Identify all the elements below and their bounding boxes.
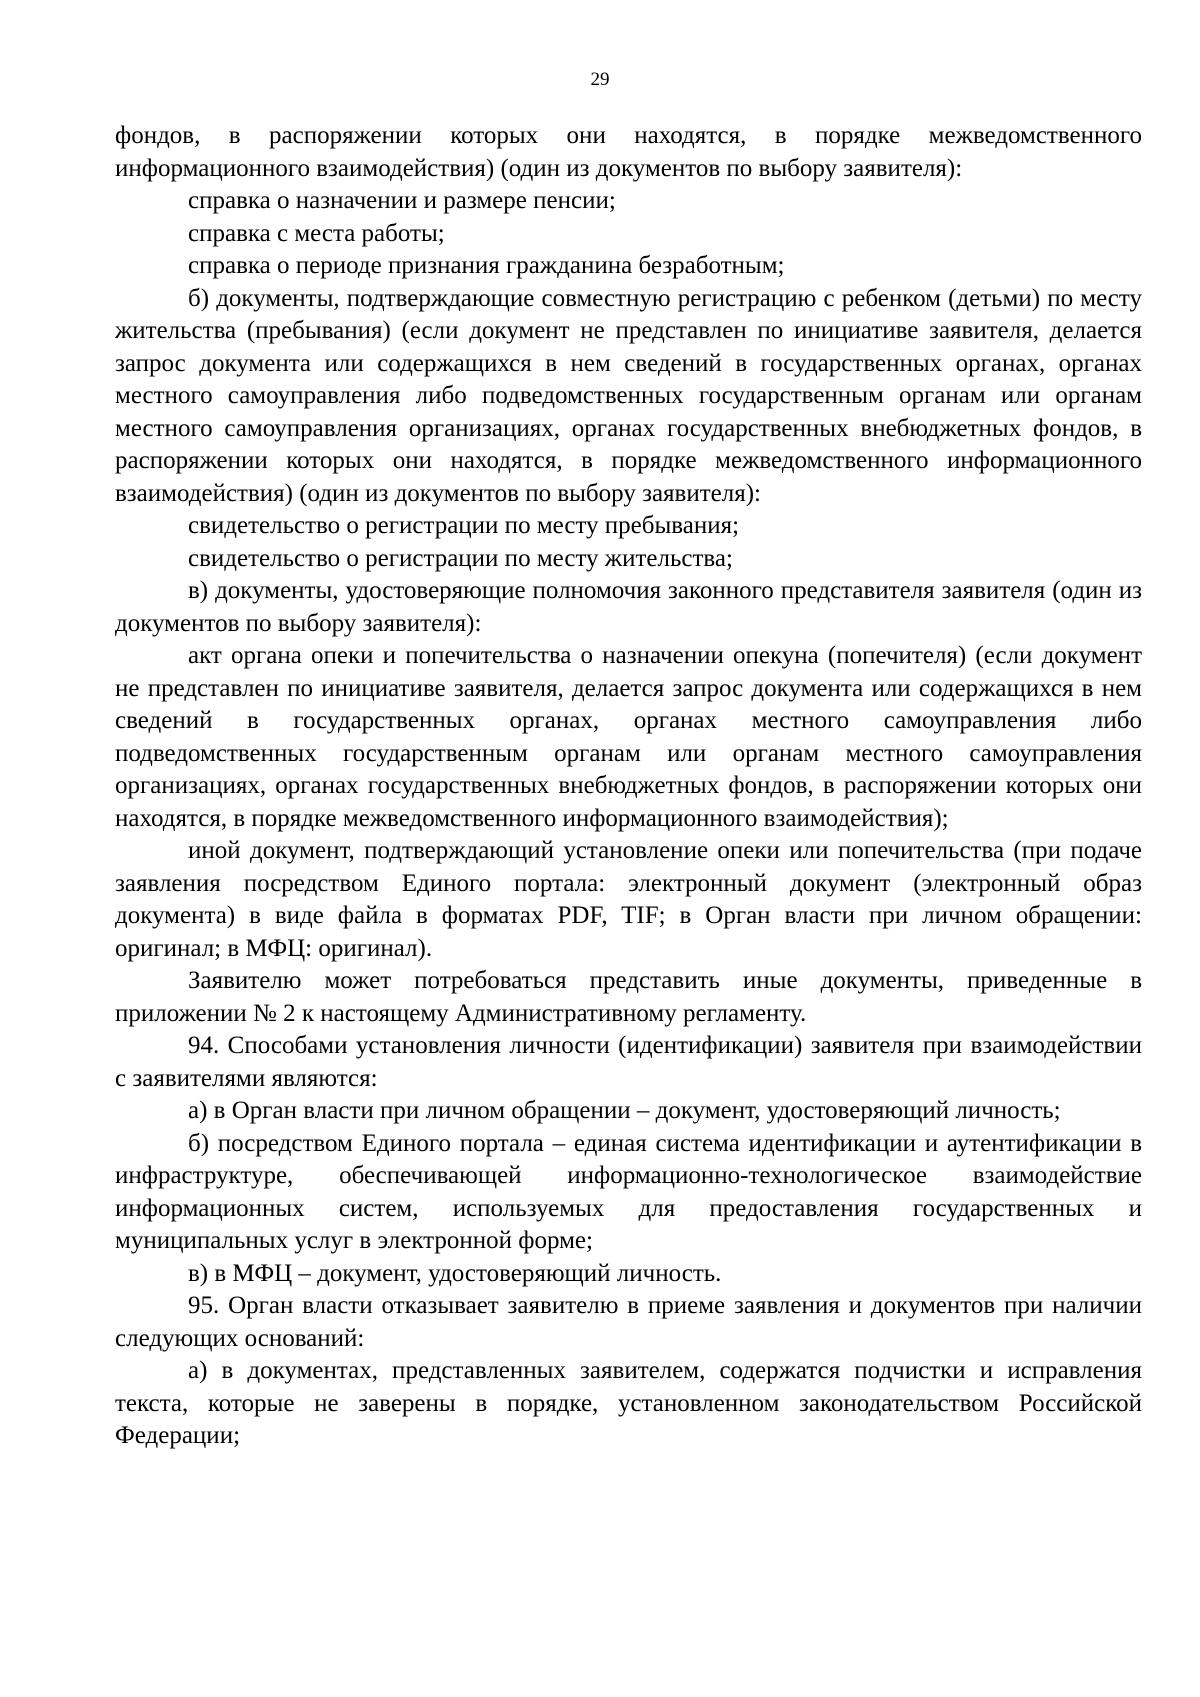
list-item-pension-certificate: справка о назначении и размере пенсии; <box>188 187 616 214</box>
list-item-other-guardianship-document: иной документ, подтверждающий установление опеки или попечительства (при подаче заявления посредством Единого портала: электронный документ (электронный образ документа) в виде файла в форматах PDF, TIF; в Орган власти при личном обращении: оригинал; в МФЦ: оригинал). <box>115 837 1142 962</box>
paragraph-continuation: фондов, в распоряжении которых они находятся, в порядке межведомственного информационного взаимодействия) (один из документов по выбору заявителя): <box>115 122 1142 182</box>
list-item-unemployment-certificate: справка о периоде признания гражданина безработным; <box>188 252 785 279</box>
list-item-a-authority-identification: а) в Орган власти при личном обращении – документ, удостоверяющий личность; <box>188 1097 1061 1124</box>
list-item-work-certificate: справка с места работы; <box>188 219 445 247</box>
paragraph-item-b-registration-documents: б) документы, подтверждающие совместную регистрацию с ребенком (детьми) по месту жительства (пребывания) (если документ не представлен по инициативе заявителя, делается запрос документа или содержащихся в нем сведений в государственных органах, органах местного самоуправления либо подведомственных государственным органам или органам местного самоуправления организациях, органах государственных внебюджетных фондов, в распоряжении которых они находятся, в порядке межведомственного информационного взаимодействия) (один из документов по выбору заявителя): <box>115 284 1142 507</box>
list-item-guardianship-act: акт органа опеки и попечительства о назначении опекуна (попечителя) (если документ не представлен по инициативе заявителя, делается запрос документа или содержащихся в нем сведений в государственных органах, органах местного самоуправления либо подведомственных государственным органам или органам местного самоуправления организациях, органах государственных внебюджетных фондов, в распоряжении которых они находятся, в порядке межведомственного информационного взаимодействия); <box>115 642 1142 832</box>
list-item-b-portal-identification: б) посредством Единого портала – единая система идентификации и аутентификации в инфраструктуре, обеспечивающей информационно-технологическое взаимодействие информационных систем, используемых для предоставления государственных и муниципальных услуг в электронной форме; <box>115 1129 1142 1254</box>
list-item-residence-registration: свидетельство о регистрации по месту жительства; <box>188 544 733 572</box>
paragraph-additional-documents: Заявителю может потребоваться представить иные документы, приведенные в приложении № 2 к настоящему Административному регламенту. <box>115 967 1142 1027</box>
list-item-a-text-corrections: а) в документах, представленных заявителем, содержатся подчистки и исправления текста, которые не заверены в порядке, установленном законодательством Российской Федерации; <box>115 1357 1142 1449</box>
document-body <box>115 120 1142 1453</box>
list-item-v-mfc-identification: в) в МФЦ – документ, удостоверяющий личность. <box>188 1259 722 1287</box>
list-item-stay-registration: свидетельство о регистрации по месту пребывания; <box>188 512 740 539</box>
page-number: 29 <box>590 69 610 90</box>
paragraph-95-refusal-grounds: 95. Орган власти отказывает заявителю в приеме заявления и документов при наличии следующих оснований: <box>115 1292 1142 1352</box>
paragraph-94-identification-methods: 94. Способами установления личности (идентификации) заявителя при взаимодействии с заявителями являются: <box>115 1032 1142 1092</box>
paragraph-item-v-representative-documents: в) документы, удостоверяющие полномочия законного представителя заявителя (один из документов по выбору заявителя): <box>115 577 1142 637</box>
